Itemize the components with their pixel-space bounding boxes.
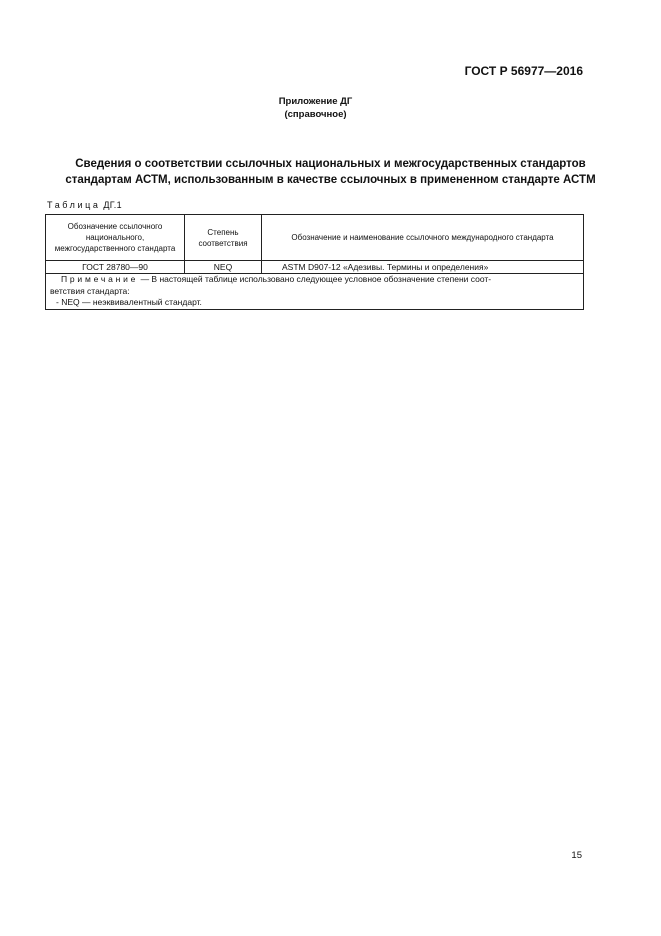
table-caption bbox=[47, 200, 122, 210]
note-label: Примечание bbox=[61, 274, 139, 284]
table-note bbox=[46, 274, 584, 310]
header-conformity-degree: Степень соответствия bbox=[185, 215, 262, 261]
section-heading bbox=[40, 156, 621, 188]
standards-table bbox=[45, 214, 584, 310]
cell-national-standard: ГОСТ 28780—90 bbox=[46, 261, 185, 274]
table-caption-id: ДГ.1 bbox=[103, 200, 122, 210]
note-line1-text: — В настоящей таблице использовано следующее условное обозначение степени соот- bbox=[138, 274, 492, 284]
header-international-standard: Обозначение и наименование ссылочного международного стандарта bbox=[262, 215, 584, 261]
header-national-standard: Обозначение ссылочного национального, межгосударственного стандарта bbox=[46, 215, 185, 261]
note-line3: - NEQ — неэквивалентный стандарт. bbox=[56, 297, 202, 307]
note-line2: ветствия стандарта: bbox=[50, 285, 130, 296]
table-row bbox=[46, 261, 584, 274]
document-code: ГОСТ Р 56977—2016 bbox=[464, 64, 583, 78]
cell-conformity-degree: NEQ bbox=[185, 261, 262, 274]
appendix-title: Приложение ДГ bbox=[278, 96, 353, 107]
section-heading-line1: Сведения о соответствии ссылочных национальных и межгосударственных стандартов bbox=[75, 158, 586, 170]
table-note-row bbox=[46, 274, 584, 310]
appendix-subtitle: (справочное) bbox=[284, 109, 347, 120]
section-heading-line2: стандартам АСТМ, использованным в качестве ссылочных в примененном стандарте АСТМ bbox=[65, 174, 596, 186]
note-line1 bbox=[50, 274, 579, 286]
table-caption-word: Таблица bbox=[47, 200, 101, 210]
table-header-row bbox=[46, 215, 584, 261]
page-number: 15 bbox=[571, 850, 582, 861]
cell-international-standard: ASTM D907-12 «Адезивы. Термины и определения» bbox=[262, 261, 584, 274]
